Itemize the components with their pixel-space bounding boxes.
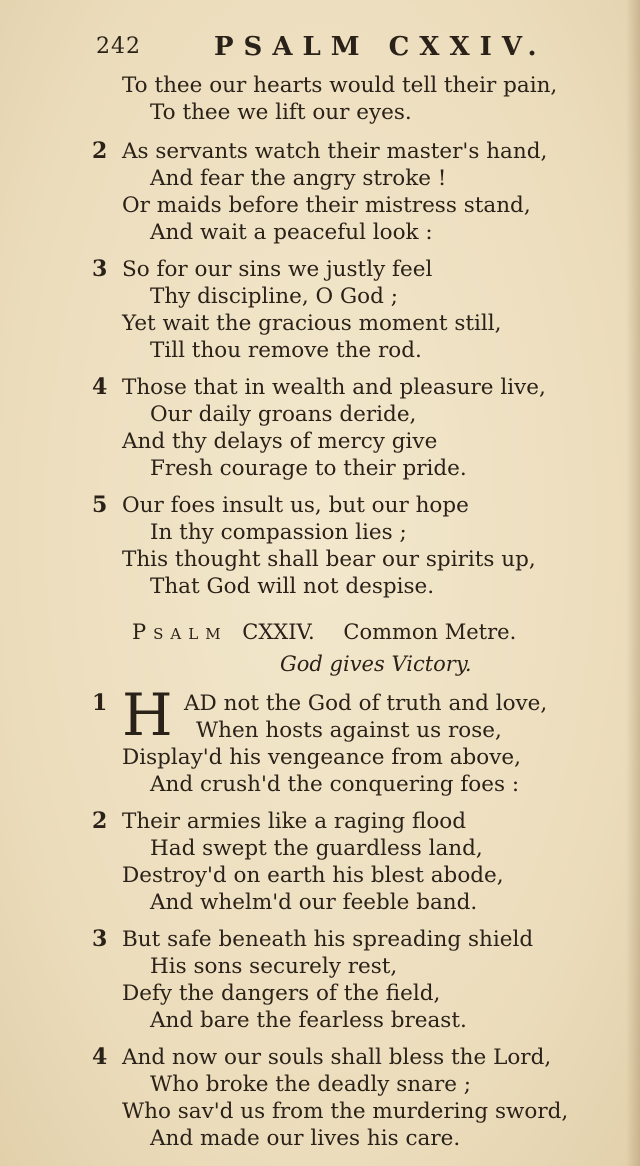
page-edge-shadow bbox=[626, 0, 640, 1166]
verse-line: To thee we lift our eyes. bbox=[150, 100, 412, 125]
stanza-number: 4 bbox=[92, 374, 108, 400]
running-head bbox=[96, 30, 566, 70]
verse-line: And thy delays of mercy give bbox=[122, 429, 438, 454]
drop-cap: H bbox=[122, 681, 173, 749]
psalm-number: CXXIV. bbox=[242, 620, 315, 644]
verse-line: Display'd his vengeance from above, bbox=[122, 745, 521, 770]
stanza-number: 3 bbox=[92, 256, 108, 282]
verse-line: Our daily groans deride, bbox=[150, 402, 417, 427]
page-number: 242 bbox=[96, 34, 141, 59]
stanza-number: 2 bbox=[92, 808, 108, 834]
verse-line: Who sav'd us from the murdering sword, bbox=[122, 1099, 569, 1124]
stanza-number: 3 bbox=[92, 926, 108, 952]
stanza-4 bbox=[92, 374, 592, 482]
verse-line: This thought shall bear our spirits up, bbox=[122, 547, 536, 572]
verse-line: AD not the God of truth and love, bbox=[184, 691, 548, 716]
verse-line: So for our sins we justly feel bbox=[122, 257, 433, 282]
verse-line: Who broke the deadly snare ; bbox=[150, 1072, 472, 1097]
psalm-word: Psalm bbox=[132, 620, 228, 644]
verse-line: Had swept the guardless land, bbox=[150, 836, 483, 861]
stanza-3 bbox=[92, 256, 592, 364]
verse-line: Till thou remove the rod. bbox=[150, 338, 422, 363]
running-title: PSALM CXXIV. bbox=[214, 32, 547, 62]
verse-line: And crush'd the conquering foes : bbox=[150, 772, 520, 797]
verse-line: And fear the angry stroke ! bbox=[150, 166, 447, 191]
verse-line: Their armies like a raging flood bbox=[122, 809, 467, 834]
verse-line: Or maids before their mistress stand, bbox=[122, 193, 531, 218]
verse-line: And made our lives his care. bbox=[150, 1126, 461, 1151]
verse-line: That God will not despise. bbox=[150, 574, 435, 599]
psalm-stanza-3 bbox=[92, 926, 592, 1034]
verse-line: Yet wait the gracious moment still, bbox=[122, 311, 502, 336]
psalm-subtitle: God gives Victory. bbox=[280, 652, 472, 676]
stanza-5 bbox=[92, 492, 592, 600]
metre-label: Common Metre. bbox=[343, 620, 517, 644]
stanza-number: 5 bbox=[92, 492, 108, 518]
verse-line: Thy discipline, O God ; bbox=[150, 284, 398, 309]
stanza-number: 1 bbox=[92, 690, 108, 716]
verse-line: His sons securely rest, bbox=[150, 954, 398, 979]
stanza-number: 4 bbox=[92, 1044, 108, 1070]
verse-line: Fresh courage to their pride. bbox=[150, 456, 467, 481]
verse-line: And bare the fearless breast. bbox=[150, 1008, 467, 1033]
verse-line: Those that in wealth and pleasure live, bbox=[122, 375, 546, 400]
verse-line: And now our souls shall bless the Lord, bbox=[122, 1045, 552, 1070]
stanza-2 bbox=[92, 138, 592, 246]
continuation-stanza bbox=[92, 72, 592, 126]
psalm-heading bbox=[132, 620, 622, 644]
verse-line: And wait a peaceful look : bbox=[150, 220, 433, 245]
verse-line: As servants watch their master's hand, bbox=[122, 139, 548, 164]
verse-line: And whelm'd our feeble band. bbox=[150, 890, 478, 915]
psalm-stanza-1 bbox=[92, 681, 592, 798]
verse-line: In thy compassion lies ; bbox=[150, 520, 407, 545]
stanza-number: 2 bbox=[92, 138, 108, 164]
psalm-stanza-4 bbox=[92, 1044, 592, 1152]
verse-line: When hosts against us rose, bbox=[196, 718, 502, 743]
verse-line: Destroy'd on earth his blest abode, bbox=[122, 863, 504, 888]
verse-line: But safe beneath his spreading shield bbox=[122, 927, 534, 952]
psalm-stanza-2 bbox=[92, 808, 592, 916]
verse-line: Defy the dangers of the field, bbox=[122, 981, 441, 1006]
verse-line: To thee our hearts would tell their pain, bbox=[122, 73, 558, 98]
verse-line: Our foes insult us, but our hope bbox=[122, 493, 469, 518]
